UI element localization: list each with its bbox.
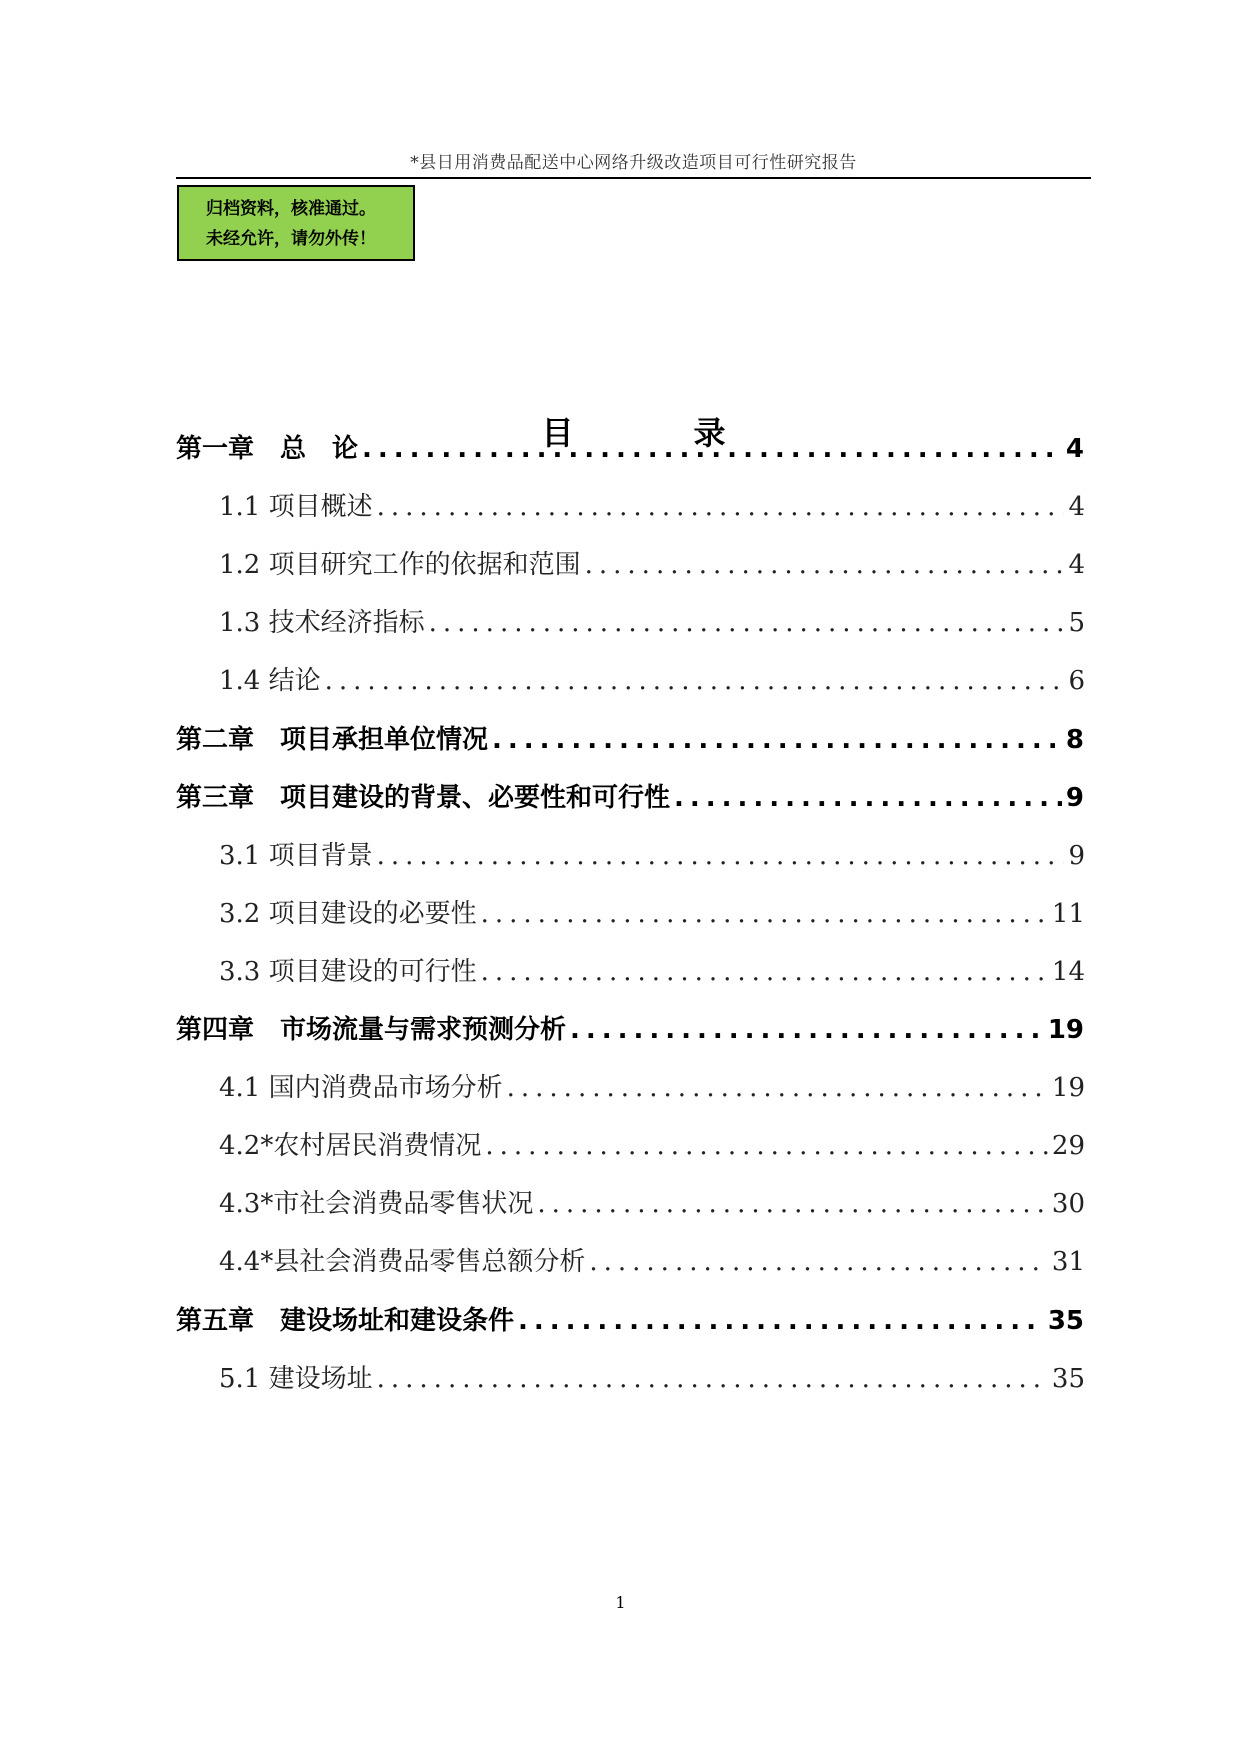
toc-section-entry[interactable] [219,544,1085,586]
archive-stamp [177,185,415,261]
toc-dot-leader [429,602,1065,644]
toc-section-entry[interactable] [219,835,1085,877]
toc-section-entry[interactable] [219,1125,1085,1167]
toc-entry-label: 第二章 项目承担单位情况 [176,725,489,755]
toc-entry-label: 1.3 技术经济指标 [219,608,425,638]
toc-dot-leader [377,1358,1048,1400]
toc-dot-leader [362,428,1062,470]
toc-entry-page: 11 [1051,899,1085,929]
toc-entry-label: 第五章 建设场址和建设条件 [176,1306,515,1336]
toc-entry-page: 8 [1065,725,1084,755]
header-rule [176,177,1091,179]
toc-dot-leader [674,777,1062,819]
toc-entry-label: 3.1 项目背景 [219,841,373,871]
toc-entry-page: 31 [1051,1247,1085,1277]
toc-section-entry[interactable] [219,486,1085,528]
toc-entry-page: 4 [1068,550,1085,580]
toc-entry-page: 9 [1068,841,1085,871]
toc-dot-leader [537,1183,1048,1225]
toc-chapter-entry[interactable] [176,1009,1084,1051]
toc-entry-page: 35 [1051,1364,1085,1394]
toc-chapter-entry[interactable] [176,777,1084,819]
toc-dot-leader [585,544,1065,586]
toc-dot-leader [481,951,1048,993]
page-number: 1 [615,1593,626,1612]
toc-entry-label: 3.2 项目建设的必要性 [219,899,477,929]
toc-entry-label: 4.4*县社会消费品零售总额分析 [219,1247,586,1277]
toc-entry-label: 第三章 项目建设的背景、必要性和可行性 [176,783,671,813]
toc-entry-page: 9 [1065,783,1084,813]
toc-entry-page: 35 [1047,1306,1084,1336]
toc-dot-leader [507,1067,1048,1109]
toc-chapter-entry[interactable] [176,1300,1084,1342]
toc-entry-page: 5 [1068,608,1085,638]
toc-dot-leader [570,1009,1044,1051]
toc-entry-label: 4.3*市社会消费品零售状况 [219,1189,534,1219]
toc-chapter-entry[interactable] [176,428,1084,470]
toc-dot-leader [377,835,1065,877]
toc-entry-label: 1.1 项目概述 [219,492,373,522]
toc-dot-leader [325,660,1065,702]
running-header: *县日用消费品配送中心网络升级改造项目可行性研究报告 [410,153,857,173]
toc-entry-page: 30 [1051,1189,1085,1219]
toc-section-entry[interactable] [219,1067,1085,1109]
toc-section-entry[interactable] [219,1241,1085,1283]
toc-entry-page: 4 [1068,492,1085,522]
toc-section-entry[interactable] [219,893,1085,935]
toc-dot-leader [518,1300,1044,1342]
toc-dot-leader [481,893,1048,935]
toc-title-right: 录 [693,414,726,452]
stamp-line-2: 未经允许，请勿外传！ [206,229,376,249]
toc-entry-label: 4.1 国内消费品市场分析 [219,1073,503,1103]
toc-section-entry[interactable] [219,660,1085,702]
toc-section-entry[interactable] [219,602,1085,644]
toc-entry-page: 29 [1051,1131,1085,1161]
stamp-line-1: 归档资料，核准通过。 [206,199,376,219]
toc-section-entry[interactable] [219,1358,1085,1400]
toc-entry-page: 6 [1068,666,1085,696]
toc-entry-label: 1.4 结论 [219,666,321,696]
toc-dot-leader [589,1241,1048,1283]
toc-dot-leader [377,486,1065,528]
toc-entry-page: 14 [1051,957,1085,987]
toc-entry-label: 第四章 市场流量与需求预测分析 [176,1015,567,1045]
toc-dot-leader [485,1125,1048,1167]
toc-entry-label: 5.1 建设场址 [219,1364,373,1394]
toc-entry-page: 19 [1047,1015,1084,1045]
toc-entry-label: 3.3 项目建设的可行性 [219,957,477,987]
toc-dot-leader [492,719,1062,761]
toc-title-left: 目 [541,414,574,452]
toc-entry-page: 19 [1051,1073,1085,1103]
toc-entry-label: 4.2*农村居民消费情况 [219,1131,482,1161]
toc-entry-page: 4 [1065,434,1084,464]
toc-section-entry[interactable] [219,1183,1085,1225]
toc-chapter-entry[interactable] [176,719,1084,761]
toc-section-entry[interactable] [219,951,1085,993]
toc-entry-label: 1.2 项目研究工作的依据和范围 [219,550,581,580]
toc-entry-label: 第一章 总 论 [176,434,359,464]
